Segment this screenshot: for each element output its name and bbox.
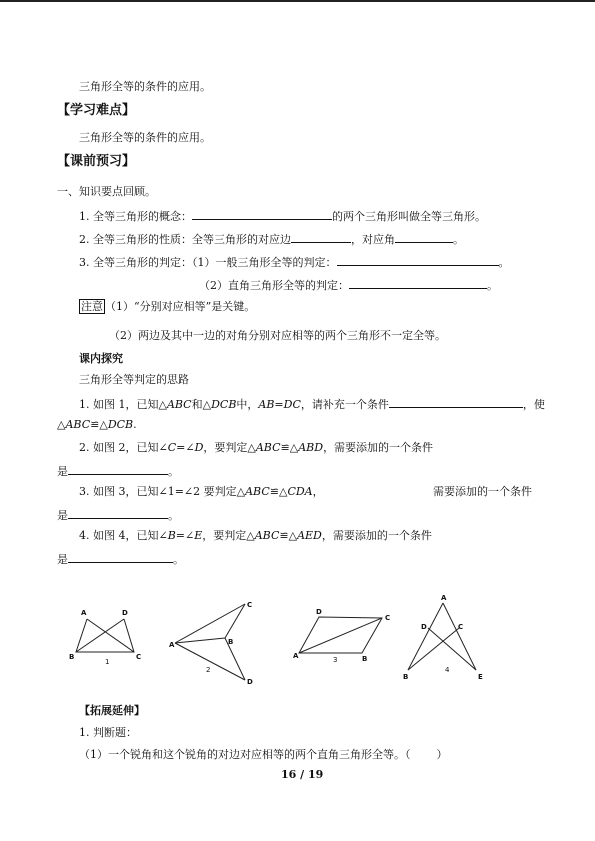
fig2-number: 2 (206, 666, 211, 674)
geometry-figures (0, 590, 595, 690)
note-label: 注意 (81, 300, 103, 313)
fig4-number: 4 (445, 666, 450, 674)
figure-1 (76, 619, 134, 652)
header-rule (0, 0, 595, 2)
page-number: 16 / 19 (281, 768, 324, 781)
fig3-label-a: A (293, 652, 299, 660)
preview-heading: 【课前预习】 (57, 154, 136, 169)
figure-3 (299, 617, 382, 653)
question-2-line-2: 是 。 (57, 465, 179, 478)
fig4-label-a: A (441, 594, 447, 602)
fig4-label-d: D (421, 623, 427, 631)
question-2: 2. 如图 2，已知∠C=∠D，要判定△ABC≌△ABD，需要添加的一个条件 (79, 441, 434, 454)
fig1-label-b: B (69, 653, 75, 661)
difficulty-heading: 【学习难点】 (57, 103, 136, 118)
fig1-label-a: A (81, 609, 87, 617)
fig1-label-c: C (136, 653, 142, 661)
answer-blank[interactable] (395, 231, 453, 243)
review-item-3-right-triangle: （2）直角三角形全等的判定： 。 (199, 279, 498, 292)
answer-blank[interactable] (291, 231, 351, 243)
answer-blank[interactable] (337, 254, 499, 266)
fig4-label-e: E (478, 673, 483, 681)
question-3-line-2: 是 。 (57, 509, 179, 522)
difficulty-text: 三角形全等的条件的应用。 (79, 131, 211, 144)
answer-blank[interactable] (349, 277, 487, 289)
review-title: 一、知识要点回顾。 (57, 185, 156, 198)
fig2-label-b: B (228, 638, 234, 646)
answer-blank[interactable] (389, 396, 523, 408)
question-4-line-2: 是 。 (57, 553, 184, 566)
explore-heading: 课内探究 (79, 352, 123, 365)
fig2-label-a: A (169, 641, 175, 649)
question-3-tail: 需要添加的一个条件 (433, 485, 532, 498)
note-line-2: （2）两边及其中一边的对角分别对应相等的两个三角形不一定全等。 (109, 329, 446, 342)
review-item-3: 3. 全等三角形的判定：（1）一般三角形全等的判定： 。 (79, 256, 510, 269)
fig3-number: 3 (333, 656, 338, 664)
answer-blank[interactable] (68, 507, 168, 519)
fig4-label-b: B (403, 673, 409, 681)
review-item-2: 2. 全等三角形的性质：全等三角形的对应边 ，对应角 。 (79, 233, 464, 246)
extension-question-1-1: （1）一个锐角和这个锐角的对边对应相等的两个直角三角形全等。（ ） (79, 748, 448, 761)
fig2-label-d: D (247, 678, 253, 686)
review-item-1: 1. 全等三角形的概念： 的两个三角形叫做全等三角形。 (79, 210, 486, 223)
question-4: 4. 如图 4，已知∠B=∠E，要判定△ABC≌△AED，需要添加的一个条件 (79, 529, 432, 542)
note-line-1: 注意 （1）“分别对应相等”是关键。 (81, 300, 256, 313)
explore-subtitle: 三角形全等判定的思路 (79, 373, 189, 386)
question-3: 3. 如图 3，已知∠1=∠2 要判定△ABC≌△CDA， (79, 485, 324, 498)
fig3-label-d: D (316, 608, 322, 616)
question-1-line-2: △ABC≌△DCB. (57, 418, 137, 431)
fig1-number: 1 (105, 658, 110, 666)
answer-blank[interactable] (68, 463, 168, 475)
question-1: 1. 如图 1，已知△ABC和△DCB中，AB=DC，请补充一个条件 ，使 (79, 398, 545, 411)
fig3-label-b: B (362, 655, 368, 663)
extension-question-1: 1. 判断题： (79, 726, 137, 739)
figure-4 (408, 603, 476, 670)
fig1-label-d: D (122, 609, 128, 617)
answer-blank[interactable] (192, 208, 332, 220)
answer-blank[interactable] (68, 551, 173, 563)
fig4-label-c: C (458, 623, 464, 631)
focus-text: 三角形全等的条件的应用。 (79, 80, 211, 93)
fig2-label-c: C (247, 601, 253, 609)
fig3-label-c: C (385, 614, 391, 622)
extension-heading: 【拓展延伸】 (79, 704, 145, 717)
